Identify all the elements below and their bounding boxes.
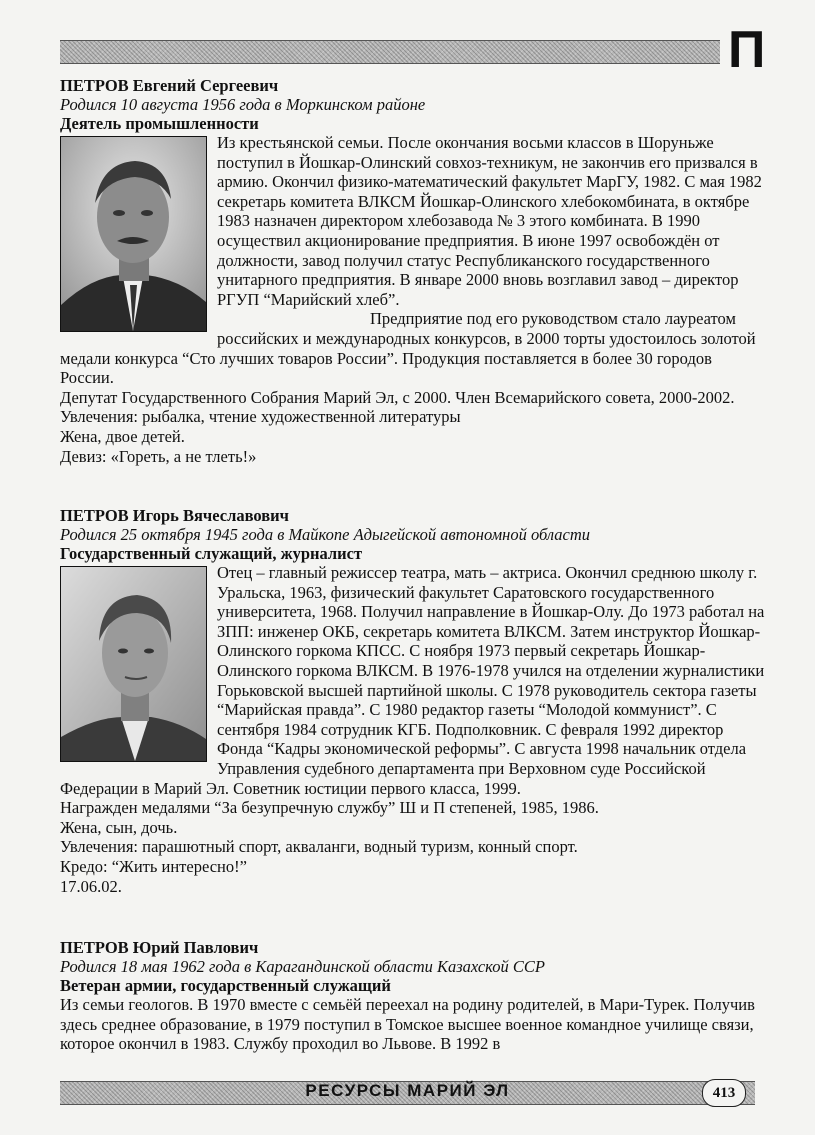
entry-name: ПЕТРОВ Евгений Сергеевич: [60, 76, 279, 95]
entry-paragraph: Девиз: «Гореть, а не тлеть!»: [60, 446, 257, 466]
entry-paragraph: Предприятие под его руководством стало лауреатом российских и международных конкурсов, в 2000 торты удостоилось золотой медали конкурса “Сто лучших товаров России”. Продукция поставляется в более 30 городов России.: [60, 309, 756, 388]
entry-name: ПЕТРОВ Юрий Павлович: [60, 938, 259, 957]
entry-paragraph: Кредо: “Жить интересно!”: [60, 856, 247, 876]
entry-birth: Родился 18 мая 1962 года в Карагандинской области Казахской ССР: [60, 957, 545, 976]
entry-petrov-igor: [60, 506, 768, 896]
entry-paragraph: Увлечения: рыбалка, чтение художественной литературы: [60, 407, 461, 427]
entry-paragraph: Жена, двое детей.: [60, 426, 185, 446]
entry-paragraph: Отец – главный режиссер театра, мать – актриса. Окончил среднюю школу г. Уральска, 1963, физический факультет Саратовского государственного университета, 1968. Получил направление в Йошкар-Олу. До 1973 работал на ЗПП: инженер ОКБ, секретарь комитета ВЛКСМ. Затем инструктор Йошкар-Олинского горкома КПСС. С ноября 1973 первый секретарь Йошкар-Олинского горкома ВЛКСМ. В 1976-1978 учился на отделении журналистики Горьковской высшей партийной школы. С 1978 руководитель сектора газеты “Марийская правда”. С 1980 редактор газеты “Молодой коммунист”. С сентября 1984 сотрудник КГБ. Подполковник. С февраля 1992 директор Фонда “Кадры экономической реформы”. С августа 1998 начальник отдела Управления судебного департамента при Верховном суде Российской Федерации в Марий Эл. Советник юстиции первого класса, 1999.: [60, 563, 765, 798]
entry-name: ПЕТРОВ Игорь Вячеславович: [60, 506, 289, 525]
portrait-photo: [60, 566, 207, 762]
header-decorative-band: [60, 40, 720, 64]
entry-role: Ветеран армии, государственный служащий: [60, 976, 391, 995]
entry-paragraph: Из семьи геологов. В 1970 вместе с семьёй переехал на родину родителей, в Мари-Турек. Получив здесь среднее образование, в 1979 поступил в Томское высшее военное командное училище связи, которое окончил в 1983. Службу проходил во Львове. В 1992 в: [60, 995, 755, 1054]
entry-birth: Родился 25 октября 1945 года в Майкопе Адыгейской автономной области: [60, 525, 590, 544]
entry-petrov-yuriy: [60, 938, 768, 1054]
entry-birth: Родился 10 августа 1956 года в Моркинском районе: [60, 95, 426, 114]
footer-band: [60, 1081, 755, 1105]
entry-paragraph: Жена, сын, дочь.: [60, 817, 178, 837]
entry-role: Деятель промышленности: [60, 114, 259, 133]
entry-role: Государственный служащий, журналист: [60, 544, 363, 563]
entry-paragraph: Депутат Государственного Собрания Марий Эл, с 2000. Член Всемарийского совета, 2000-2002.: [60, 387, 735, 407]
portrait-photo: [60, 136, 207, 332]
section-letter: П: [728, 21, 766, 79]
entry-paragraph: Награжден медалями “За безупречную службу” Ш и П степеней, 1985, 1986.: [60, 798, 599, 818]
footer-title: РЕСУРСЫ МАРИЙ ЭЛ: [305, 1081, 510, 1100]
entry-paragraph: Из крестьянской семьи. После окончания восьми классов в Шоруньже поступил в Йошкар-Олинский совхоз-техникум, не закончив его призвался в армию. Окончил физико-математический факультет МарГУ, 1982. С мая 1982 секретарь комитета ВЛКСМ Йошкар-Олинского хлебокомбината, в октябре 1983 назначен директором хлебозавода № 3 этого комбината. В 1990 осуществил акционирование предприятия. В июне 1997 освобождён от должности, завод получил статус Республиканского государственного унитарного предприятия. В январе 2000 вновь возглавил завод – директор РГУП “Марийский хлеб”.: [217, 133, 762, 309]
entry-paragraph: Увлечения: парашютный спорт, акваланги, водный туризм, конный спорт.: [60, 837, 578, 857]
entry-petrov-evgeniy: [60, 76, 768, 466]
page-number: 413: [702, 1079, 746, 1107]
portrait-image: [61, 137, 206, 331]
portrait-image: [61, 567, 206, 761]
entry-paragraph: 17.06.02.: [60, 876, 122, 896]
